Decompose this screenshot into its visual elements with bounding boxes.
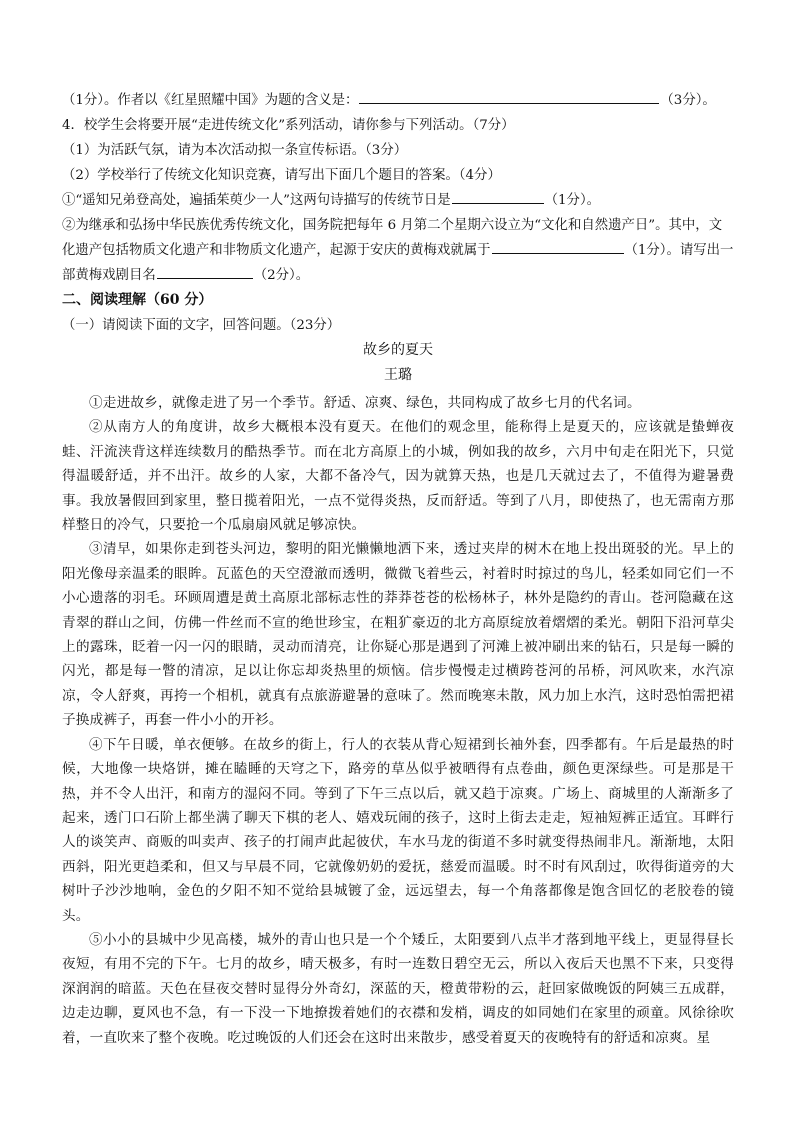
question-4-sub1: （1）为活跃气氛，请为本次活动拟一条宣传标语。（3分） <box>62 143 408 158</box>
item2-mid: （1分）。请写出一部黄梅戏剧目名 <box>62 243 734 283</box>
section-2-heading: 二、阅读理解（60 分） <box>62 292 213 308</box>
item2-suffix: （2分）。 <box>253 268 310 283</box>
article-paragraph-5: ⑤小小的县城中少见高楼，城外的青山也只是一个个矮丘，太阳要到八点半才落到地平线上，更显得昼长夜短，有用不完的下午。七月的故乡，晴天极多，有时一连数日碧空无云，所以入夜后天也黑不下来，只变得深润润的暗蓝。天色在昼夜交替时显得分外奇幻，深蓝的天，橙黄带粉的云，赶回家做晚饭的阿姨三五成群，边走边聊，夏风也不急，有一下没一下地撩拨着她们的衣襟和发梢，调皮的如同她们在家里的顽童。风徐徐吹着，一直吹来了整个夜晚。吃过晚饭的人们还会在这时出来散步，感受着夏天的夜晚特有的舒适和凉爽。星 <box>62 931 734 1046</box>
question-4-sub2: （2）学校举行了传统文化知识竞赛，请写出下面几个题目的答案。（4分） <box>62 168 501 183</box>
article-paragraph-3: ③清早，如果你走到苍头河边，黎明的阳光懒懒地洒下来，透过夹岸的树木在地上投出斑驳的光。早上的阳光像母亲温柔的眼眸。瓦蓝色的天空澄澈而透明，微微飞着些云，衬着时时掠过的鸟儿，轻柔如同它们一不小心遗落的羽毛。环顾周遭是黄土高原北部标志性的莽莽苍苍的松杨林子，林外是隐约的青山。苍河隐藏在这青翠的群山之间，仿佛一件丝而不宣的绝世珍宝，在粗犷豪迈的北方高原绽放着熠熠的柔光。朝阳下沿河草尖上的露珠，眨着一闪一闪的眼睛，灵动而清亮，让你疑心那是遇到了河滩上被冲刷出来的钻石，只是每一瞬的闪光，都是每一瞥的清凉，足以让你忘却炎热里的烦恼。信步慢慢走过横跨苍河的吊桥，河风吹来，水汽凉凉，令人舒爽，再挎一个相机，就真有点旅游避暑的意味了。然而晚寒未散，风力加上水汽，这时恐怕需把裙子换成裤子，再套一件小小的开衫。 <box>62 541 734 729</box>
question-3-tail <box>62 88 734 113</box>
answer-blank[interactable] <box>452 189 544 204</box>
q3-suffix: （3分）。 <box>660 93 716 108</box>
item1-prefix: ①“遥知兄弟登高处，遍插茱萸少一人”这两句诗描写的传统节日是 <box>62 193 451 208</box>
answer-blank[interactable] <box>359 89 659 104</box>
article-author: 王璐 <box>384 367 412 383</box>
answer-blank[interactable] <box>492 239 624 254</box>
article-paragraph-1: ①走进故乡，就像走进了另一个季节。舒适、凉爽、绿色，共同构成了故乡七月的代名词。 <box>89 395 641 411</box>
article-title: 故乡的夏天 <box>363 342 433 358</box>
item1-suffix: （1分）。 <box>544 193 601 208</box>
question-4-item2 <box>62 213 734 288</box>
article-paragraph-4: ④下午日暖，单衣便够。在故乡的街上，行人的衣装从背心短裙到长袖外套，四季都有。午后是最热的时候，大地像一块烙饼，摊在瞌睡的天穹之下，路旁的草丛似乎被晒得有点卷曲，颜色更深绿些。可是那是干热，并不令人出汗，和南方的湿闷不同。等到了下午三点以后，就又趋于凉爽。广场上、商城里的人渐渐多了起来，透门口石阶上都坐满了聊天下棋的老人、嬉戏玩闹的孩子，这时上街去走走，短袖短裤正适宜。耳畔行人的谈笑声、商贩的叫卖声、孩子的打闹声此起彼伏，车水马龙的街道不多时就变得热闹非凡。渐渐地，太阳西斜，阳光更趋柔和，但又与早晨不同，它就像奶奶的爱抚，慈爱而温暖。时不时有风刮过，吹得街道旁的大树叶子沙沙地响，金色的夕阳不知不觉给县城镀了金，远远望去，每一个角落都像是饱含回忆的老胶卷的镜头。 <box>62 736 734 924</box>
question-4-title: 4．校学生会将要开展“走进传统文化”系列活动，请你参与下列活动。（7分） <box>62 118 515 133</box>
section-2-subheading: （一）请阅读下面的文字，回答问题。（23分） <box>62 318 341 333</box>
item2-text: ②为继承和弘扬中华民族优秀传统文化，国务院把每年 6 月第二个星期六设立为“文化和自然遗产日”。其中，文化遗产包括物质文化遗产和非物质文化遗产，起源于安庆的黄梅戏就属于 <box>62 218 723 258</box>
article-paragraph-2: ②从南方人的角度讲，故乡大概根本没有夏天。在他们的观念里，能称得上是夏天的，应该就是蛰蝉夜蛙、汗流浃背这样连续数月的酷热季节。而在北方高原上的小城，例如我的故乡，六月中旬走在阳光下，只觉得温暖舒适，并不出汗。故乡的人家，大都不备冷气，因为就算天热，也是几天就过去了，不值得为避暑费事。我放暑假回到家里，整日揽着阳光，一点不觉得炎热，反而舒适。等到了八月，即使热了，也无需南方那样整日的冷气，只要抢一个瓜扇扇风就足够凉快。 <box>62 419 734 534</box>
answer-blank[interactable] <box>157 264 253 279</box>
question-4-item1 <box>62 188 734 213</box>
q3-prefix: （1分）。作者以《红星照耀中国》为题的含义是： <box>62 93 359 108</box>
